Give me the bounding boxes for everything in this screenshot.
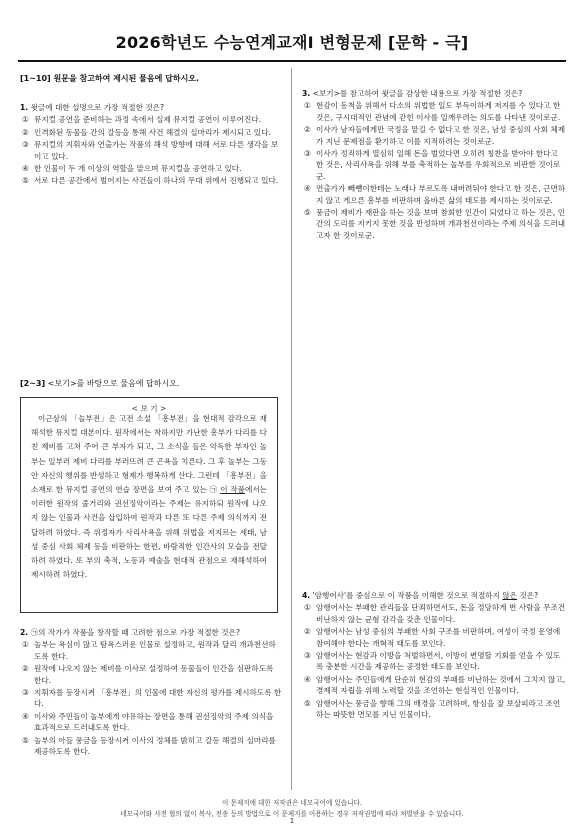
question-stem: <보기>를 참고하여 윗글을 감상한 내용으로 가장 적절한 것은? — [310, 89, 523, 98]
choice-3[interactable]: ③ 이사가 정직하게 열심히 일해 돈을 벌었다면 오히려 칭찬을 받아야 한다고 한 것은, 사리사욕을 위해 부를 축적하는 놀부를 우회적으로 비판한 것이로군. — [304, 149, 561, 181]
copyright-notice: 이 문제지에 대한 저작권은 네모국어에 있습니다. — [222, 799, 362, 807]
stem-underlined: 않은 — [502, 591, 518, 600]
instruction-range: [1~10] — [20, 74, 51, 83]
choice-3[interactable]: ③ 암행어사는 현감과 이방을 처벌하면서, 이방이 변명할 기회를 얻을 수 있도록 충분한 시간을 제공하는 공정한 태도를 보인다. — [304, 651, 561, 672]
bogi-box — [20, 397, 278, 613]
choice-2[interactable]: ② 인격화된 동물들 간의 갈등을 통해 사건 해결의 실마리가 제시되고 있다. — [22, 127, 271, 137]
instruction-range: [2~3] — [20, 379, 46, 388]
question-1 — [20, 102, 282, 187]
copyright-warning: 네모국어와 사전 협의 없이 복사, 전송 등의 방법으로 이 문제지를 이용하는 경우 저작권법에 따라 처벌받을 수 있습니다. — [120, 810, 464, 818]
question-3 — [302, 88, 566, 241]
choice-4[interactable]: ④ 한 인물이 두 개 이상의 역할을 맡으며 뮤지컬을 공연하고 있다. — [22, 164, 242, 174]
choice-3[interactable]: ③ 지휘자를 등장시켜 「흥부전」의 인물에 대한 자신의 평가를 제시하도록 한다. — [22, 688, 282, 709]
question-number: 2. — [20, 628, 29, 637]
choice-4[interactable]: ④ 연출가가 뻬뺑이한테는 노래나 부르도록 내버려둬야 한다고 한 것은, 근면하지 않고 게으른 흥부를 비판하며 올바른 삶의 태도를 제시하는 것이로군. — [304, 184, 566, 205]
question-stem: '암행어사'를 중심으로 이 작품을 이해한 것으로 적절하지 — [310, 591, 503, 600]
question-stem: 윗글에 대한 설명으로 가장 적절한 것은? — [28, 103, 165, 112]
title-rule — [18, 60, 566, 62]
question-4: 4. '암행어사'를 중심으로 이 작품을 이해한 것으로 적절하지 않은 것은? ① 암행어사는 부패한 관리들을 단죄하면서도, 돈을 정당하게 번 사람을 무조건 비난하지 않는 균형 감각을 갖춘 인물이다. ② 암행어사는 남성 중심의 부패한 사회 구조를 비판하며, 여성이 국정 운영에 참여해야 한다는 개혁적 태도를 보인다. ③ 암행어사는 현감과 이방을 처벌하면서, 이방이 변명할 기회를 얻을 수 있도록 충분한 시간을 제공하는 공정한 태도를 보인다. ④ 암행어사는 주민들에게 단순히 현감의 부패를 비난하는 것에서 그치지 않고, 경제적 자립을 위해 노력할 것을 조언하는 현실적인 인물이다. ⑤ 암행어사는 풍금을 향해 그의 배경을 고려하며, 항심을 잘 보살피라고 조언하는 따뜻한 면모를 지닌 인물이다. — [302, 591, 566, 720]
instruction-text: 원문을 참고하여 제시된 물음에 답하시오. — [50, 74, 200, 83]
choice-2[interactable]: ② 이사가 남자들에게만 국정을 맡길 수 없다고 한 것은, 남성 중심의 사회 체제가 지닌 문제점을 환기하고 이를 지적하려는 것이로군. — [304, 125, 566, 146]
choice-1[interactable]: ① 놀부는 욕심이 많고 탐욕스러운 인물로 설정하고, 원작과 달리 개과천선하도록 한다. — [22, 640, 276, 661]
question-stem: ㉠의 작가가 작품을 창작할 때 고려한 점으로 가장 적절한 것은? — [28, 628, 240, 637]
choice-5[interactable]: ⑤ 풍금이 제비가 재판을 하는 것을 보며 참회한 인간이 되었다고 하는 것은, 인간의 도리를 지키지 못한 것을 반성하며 개과천선이라는 주제 의식을 드러내고자 한 것이로군. — [304, 208, 566, 240]
question-2 — [20, 627, 282, 757]
choice-5[interactable]: ⑤ 암행어사는 풍금을 향해 그의 배경을 고려하며, 항심을 잘 보살피라고 조언하는 따뜻한 면모를 지닌 인물이다. — [304, 698, 561, 720]
choice-1[interactable]: ① 뮤지컬 공연을 준비하는 과정 속에서 실제 뮤지컬 공연이 이루어진다. — [22, 115, 262, 125]
question-number: 4. — [302, 591, 311, 600]
question-number: 3. — [302, 89, 311, 98]
choice-5[interactable]: ⑤ 놀부의 아들 풍금을 등장시켜 이사의 정체를 밝히고 갈등 해결의 실마리를 제공하도록 한다. — [22, 735, 276, 757]
instruction-group2 — [20, 378, 179, 389]
choice-1[interactable]: ① 암행어사는 부패한 관리들을 단죄하면서도, 돈을 정당하게 번 사람을 무조건 비난하지 않는 균형 감각을 갖춘 인물이다. — [304, 603, 566, 624]
choice-1[interactable]: ① 현감이 동척을 위해서 다소의 위법한 일도 부득이하게 저지를 수 있다고 한 것은, 구시대적인 관념에 갇힌 이사를 일깨우려는 의도를 나타낸 것이로군. — [304, 101, 561, 122]
choice-2[interactable]: ② 암행어사는 남성 중심의 부패한 사회 구조를 비판하며, 여성이 국정 운영에 참여해야 한다는 개혁적 태도를 보인다. — [304, 627, 561, 648]
bogi-passage: 이근삼의 「놀부전」은 고전 소설 「흥부전」을 현대적 감각으로 재해석한 뮤지컬 대본이다. 원작에서는 착하지만 가난한 흥부가 다리를 다친 제비를 고쳐 주어 큰 부자가 되고, 그 소식을 들은 악독한 부자인 놀부는 일부러 제비 다리를 부러뜨려 큰 곤욕을 치른다. 그 후 놀부는 그동안 자신의 행위를 반성하고 형제가 행복하게 산다. 그런데 「흥부전」을 소재로 한 뮤지컬 공연의 연습 장면을 보여 주고 있는 ㉠ 이 작품에서는 이러한 원작의 줄거리와 권선징악이라는 주제는 유지하되 원작에 나오지 않는 인물과 사건을 삽입하여 원작과 다른 또 다른 주제 의식까지 전달하려 하였다. 즉 위정자가 사리사욕을 위해 위법을 저지르는 세태, 남성 중심 사회 체제 등을 비판하는 한편, 바람직한 인간사의 모습을 전달하려 하였다. 또 부의 축적, 노동과 예술을 현대적 관점으로 재해석하여 제시하려 하였다. — [31, 414, 268, 580]
instruction-text: <보기>를 바탕으로 물음에 답하시오. — [45, 379, 180, 388]
page-title: 2026학년도 수능연계교재Ⅰ 변형문제 [문학 - 극] — [115, 33, 469, 52]
page-number: 1 — [289, 817, 295, 825]
underlined-phrase: 이 작품 — [220, 485, 245, 495]
bogi-label: < 보 기 > — [126, 404, 173, 413]
choice-4[interactable]: ④ 암행어사는 주민들에게 단순히 현감의 부패를 비난하는 것에서 그치지 않고, 경제적 자립을 위해 노력할 것을 조언하는 현실적인 인물이다. — [304, 674, 566, 696]
choice-3[interactable]: ③ 뮤지컬의 지휘자와 연출가는 작품의 해석 방향에 대해 서로 다른 생각을 보이고 있다. — [22, 140, 279, 161]
question-number: 1. — [20, 103, 29, 112]
choice-4[interactable]: ④ 이사와 주민들이 놀부에게 야유하는 장면을 통해 권선징악의 주제 의식을 효과적으로 드러내도록 한다. — [22, 711, 274, 733]
instruction-group1 — [20, 73, 199, 84]
choice-2[interactable]: ② 원작에 나오지 않는 제비를 이사로 설정하여 동물들이 인간을 심판하도록 한다. — [22, 664, 274, 685]
column-divider — [291, 68, 292, 790]
choice-5[interactable]: ⑤ 서로 다른 공간에서 벌어지는 사건들이 하나의 무대 위에서 진행되고 있다. — [22, 176, 279, 186]
